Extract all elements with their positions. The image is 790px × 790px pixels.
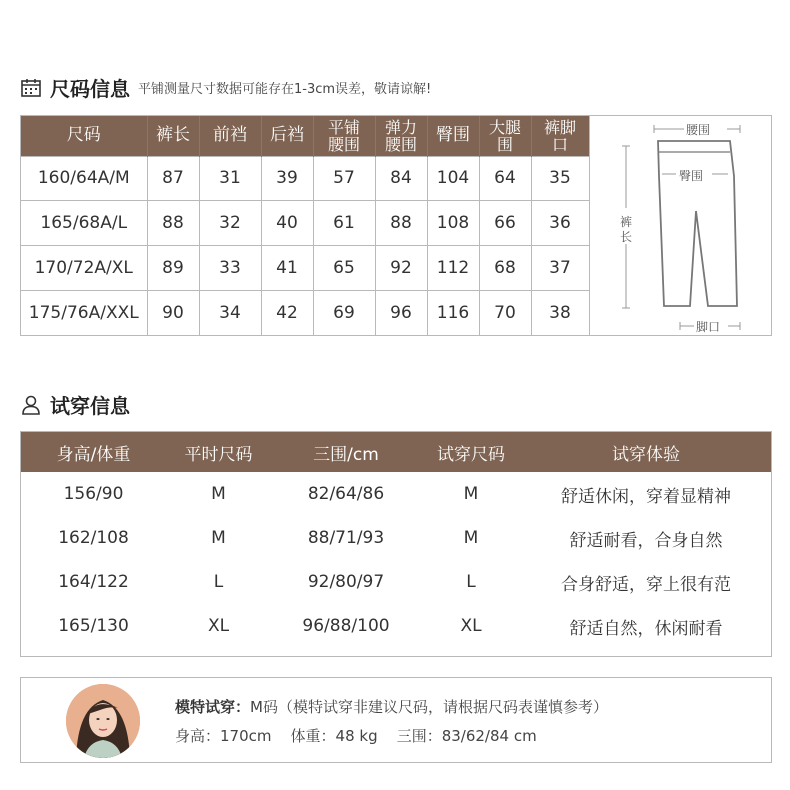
pants-diagram [589, 116, 771, 335]
try-on-cell: 舒适耐看，合身自然 [569, 530, 723, 551]
size-header-cell [313, 116, 375, 156]
size-cell: 37 [531, 246, 589, 291]
size-row [21, 156, 589, 201]
size-cell: 88 [147, 201, 199, 246]
model-size-text: M码（模特试穿非建议尺码，请根据尺码表谨慎参考） [250, 698, 608, 716]
try-on-cell: XL [460, 616, 482, 636]
size-header-cell: 尺码 [21, 116, 147, 156]
size-cell: 92 [375, 246, 427, 291]
try-on-cell: 162/108 [58, 528, 129, 548]
try-on-row [21, 604, 771, 648]
size-cell: 90 [147, 290, 199, 335]
try-on-header-cell: 三围/cm [271, 432, 421, 472]
size-cell: 39 [261, 156, 313, 201]
try-on-cell: 96/88/100 [302, 616, 390, 636]
try-on-table [21, 432, 771, 648]
size-cell: 61 [313, 201, 375, 246]
size-header-cell [531, 116, 589, 156]
try-on-header-cell: 平时尺码 [166, 432, 271, 472]
model-info [20, 677, 772, 763]
size-row [21, 246, 589, 291]
try-on-cell: 92/80/97 [307, 572, 385, 592]
try-on-chart [20, 431, 772, 657]
model-label: 模特试穿： [175, 698, 251, 716]
try-on-title: 试穿信息 [50, 394, 130, 418]
size-header-line: 腰围 [384, 134, 417, 154]
try-on-cell: 165/130 [58, 616, 129, 636]
diagram-hip-label: 臀围 [679, 169, 704, 183]
pants-illustration [590, 116, 772, 335]
size-cell: 84 [375, 156, 427, 201]
diagram-length-label-1: 裤 [620, 215, 633, 229]
size-header-cell [479, 116, 531, 156]
size-cell: 87 [147, 156, 199, 201]
try-on-cell: 164/122 [58, 572, 129, 592]
size-cell: 66 [479, 201, 531, 246]
size-info-note: 平铺测量尺寸数据可能存在1-3cm误差，敬请谅解! [138, 82, 432, 97]
try-on-header-cell: 身高/体重 [21, 432, 166, 472]
size-chart [20, 115, 772, 336]
try-on-cell: L [213, 572, 224, 592]
size-table [21, 116, 590, 335]
size-cell: 160/64A/M [21, 156, 147, 201]
try-on-row [21, 560, 771, 604]
model-avatar [66, 684, 140, 758]
size-cell: 96 [375, 290, 427, 335]
size-cell: 36 [531, 201, 589, 246]
size-cell: 65 [313, 246, 375, 291]
size-header-cell: 前裆 [199, 116, 261, 156]
size-header-line: 腰围 [327, 134, 360, 154]
try-on-cell: XL [207, 616, 230, 636]
size-cell: 42 [261, 290, 313, 335]
calendar-icon [20, 77, 42, 99]
try-on-cell: M [463, 484, 479, 504]
size-header-cell: 臀围 [427, 116, 479, 156]
size-cell: 35 [531, 156, 589, 201]
size-cell: 70 [479, 290, 531, 335]
try-on-cell: 156/90 [63, 484, 124, 504]
size-cell: 33 [199, 246, 261, 291]
try-on-header-cell: 试穿体验 [521, 432, 771, 472]
size-cell: 38 [531, 290, 589, 335]
size-cell: 175/76A/XXL [21, 290, 147, 335]
size-cell: 165/68A/L [21, 201, 147, 246]
diagram-hem-label: 脚口 [696, 320, 721, 334]
size-cell: 32 [199, 201, 261, 246]
diagram-length-label-2: 长 [620, 230, 633, 244]
size-cell: 57 [313, 156, 375, 201]
size-cell: 170/72A/XL [21, 246, 147, 291]
size-header-cell: 后裆 [261, 116, 313, 156]
size-info-title: 尺码信息 [50, 77, 130, 101]
try-on-cell: 合身舒适，穿上很有范 [561, 574, 731, 595]
model-size-line [175, 696, 608, 717]
size-row [21, 201, 589, 246]
size-cell: 34 [199, 290, 261, 335]
try-on-header [20, 390, 130, 419]
try-on-cell: M [211, 528, 226, 548]
size-header-line: 围 [496, 134, 513, 154]
size-cell: 104 [427, 156, 479, 201]
size-cell: 31 [199, 156, 261, 201]
size-cell: 116 [427, 290, 479, 335]
size-header-line: 弹力 [384, 117, 417, 137]
try-on-cell: 82/64/86 [307, 484, 385, 504]
size-row [21, 290, 589, 335]
size-header-line: 口 [551, 134, 568, 154]
size-cell: 89 [147, 246, 199, 291]
size-cell: 112 [427, 246, 479, 291]
size-header-cell: 裤长 [147, 116, 199, 156]
size-cell: 41 [261, 246, 313, 291]
try-on-cell: 88/71/93 [307, 528, 385, 548]
size-header-line: 平铺 [327, 117, 360, 137]
diagram-waist-label: 腰围 [686, 123, 711, 137]
size-cell: 68 [479, 246, 531, 291]
size-cell: 88 [375, 201, 427, 246]
size-header-line: 裤脚 [543, 117, 576, 137]
try-on-cell: L [466, 572, 476, 592]
size-cell: 64 [479, 156, 531, 201]
size-cell: 69 [313, 290, 375, 335]
size-header-cell [375, 116, 427, 156]
try-on-header-cell: 试穿尺码 [421, 432, 521, 472]
size-header-line: 大腿 [488, 117, 521, 137]
try-on-row [21, 472, 771, 516]
model-stats: 身高：170cm 体重：48 kg 三围：83/62/84 cm [175, 727, 537, 745]
person-icon [20, 394, 42, 416]
try-on-row [21, 516, 771, 560]
size-cell: 40 [261, 201, 313, 246]
size-info-header [20, 73, 431, 102]
try-on-cell: M [463, 528, 479, 548]
size-cell: 108 [427, 201, 479, 246]
try-on-cell: 舒适自然，休闲耐看 [569, 618, 723, 639]
try-on-cell: 舒适休闲，穿着显精神 [561, 486, 731, 507]
try-on-cell: M [211, 484, 226, 504]
